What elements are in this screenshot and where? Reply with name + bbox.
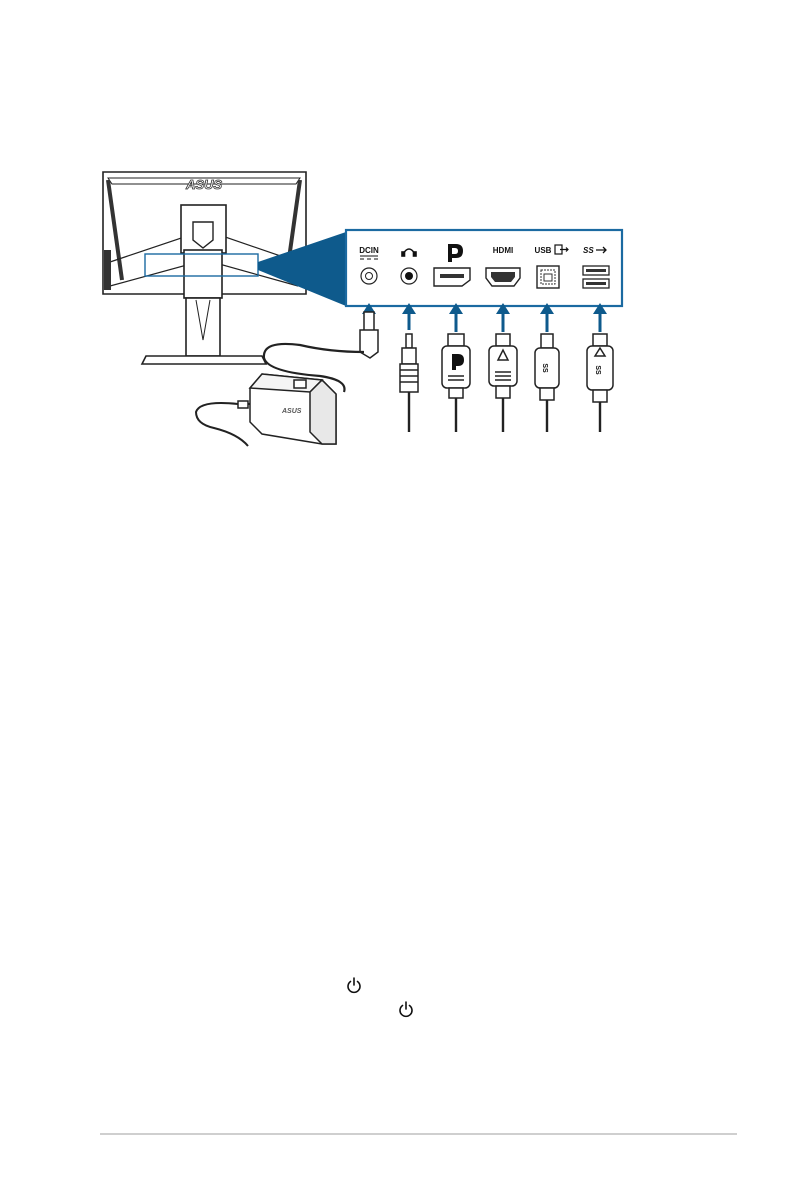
svg-text:SS: SS	[541, 363, 548, 373]
arrow-usb-upstream	[540, 303, 554, 332]
arrow-hdmi	[496, 303, 510, 332]
arrow-displayport	[449, 303, 463, 332]
usb-label: USB	[534, 246, 552, 255]
hdmi-label: HDMI	[492, 246, 514, 255]
monitor-logo: ASUS	[185, 177, 223, 192]
usb-upstream-cable	[535, 334, 559, 432]
audio-jack	[400, 334, 418, 432]
power-adapter	[196, 374, 336, 446]
callout-wedge	[258, 232, 346, 306]
power-icon	[398, 1000, 414, 1018]
port-panel	[346, 230, 622, 306]
usb-downstream-cable	[587, 334, 613, 432]
svg-text:SS: SS	[583, 246, 594, 255]
cables	[196, 312, 613, 446]
adapter-logo: ASUS	[282, 408, 302, 415]
connection-arrows	[362, 303, 607, 332]
power-icon	[346, 976, 362, 994]
svg-text:SS: SS	[594, 365, 601, 375]
connection-diagram	[0, 0, 795, 460]
displayport-cable	[442, 334, 470, 432]
dcin-label: DCIN	[359, 246, 379, 255]
hdmi-cable	[489, 334, 517, 432]
arrow-usb-downstream	[593, 303, 607, 332]
footer-rule	[100, 1133, 737, 1135]
